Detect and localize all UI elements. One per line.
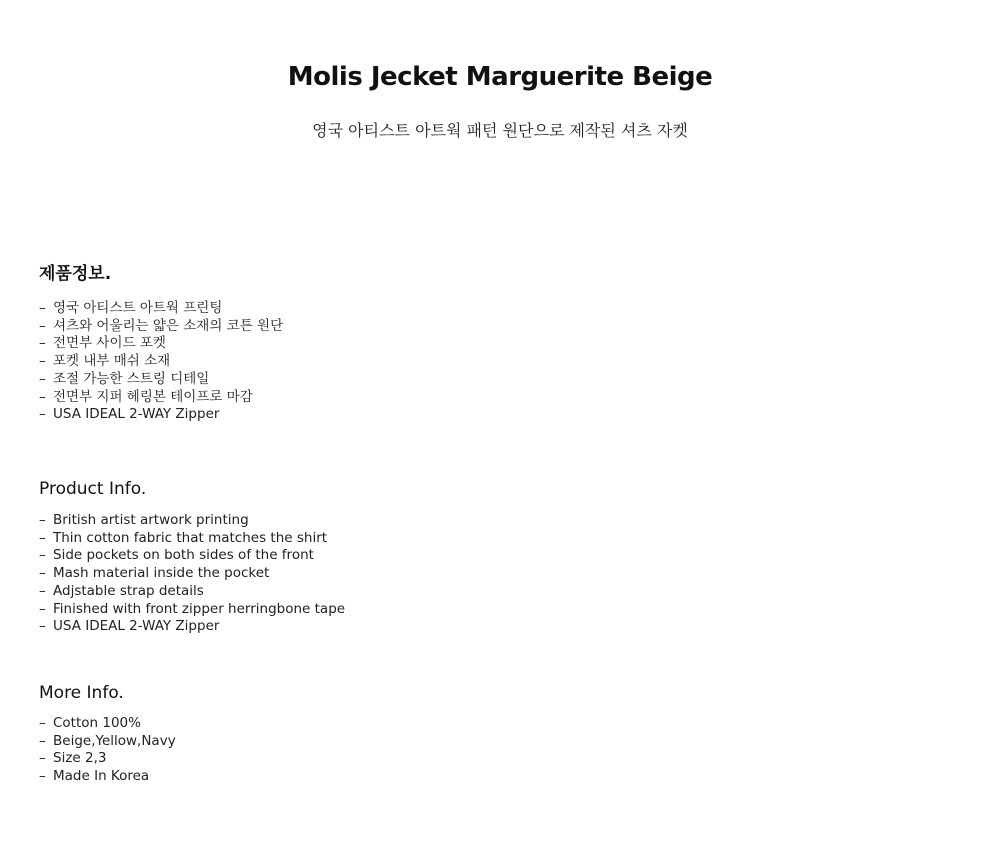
list-dash: – bbox=[39, 388, 46, 405]
list-item bbox=[39, 530, 739, 548]
list-item bbox=[39, 768, 739, 786]
list-item bbox=[39, 335, 739, 353]
list-dash: – bbox=[39, 335, 46, 352]
list-dash: – bbox=[39, 768, 46, 785]
section-more-info bbox=[39, 682, 739, 786]
list-dash: – bbox=[39, 406, 46, 423]
list-item-text: Adjstable strap details bbox=[53, 582, 204, 599]
list-dash: – bbox=[39, 732, 46, 749]
list-item bbox=[39, 583, 739, 601]
list-item bbox=[39, 389, 739, 407]
spec-list bbox=[39, 715, 739, 786]
list-item bbox=[39, 300, 739, 318]
section-product-info-english bbox=[39, 478, 739, 636]
list-item bbox=[39, 318, 739, 336]
section-heading: More Info. bbox=[39, 683, 124, 703]
list-item-text: 영국 아티스트 아트웍 프린팅 bbox=[53, 300, 223, 316]
list-item-text: 전면부 지퍼 헤링본 테이프로 마감 bbox=[53, 388, 253, 405]
list-dash: – bbox=[39, 582, 46, 599]
list-item-text: Size 2,3 bbox=[53, 750, 107, 767]
product-title: Molis Jecket Marguerite Beige bbox=[287, 62, 713, 92]
list-item-text: Beige,Yellow,Navy bbox=[53, 732, 176, 749]
list-item-text: Cotton 100% bbox=[53, 715, 141, 731]
list-item bbox=[39, 512, 739, 530]
section-heading: 제품정보. bbox=[39, 264, 112, 284]
list-item-text: Side pockets on both sides of the front bbox=[53, 547, 314, 564]
list-dash: – bbox=[39, 750, 46, 767]
list-item bbox=[39, 565, 739, 583]
list-dash: – bbox=[39, 300, 46, 316]
list-item-text: USA IDEAL 2-WAY Zipper bbox=[53, 406, 220, 423]
product-subtitle: 영국 아티스트 아트웍 패턴 원단으로 제작된 셔츠 자켓 bbox=[312, 121, 688, 140]
list-item-text: Mash material inside the pocket bbox=[53, 565, 270, 582]
list-dash: – bbox=[39, 600, 46, 617]
list-item bbox=[39, 750, 739, 768]
section-heading: Product Info. bbox=[39, 479, 147, 499]
list-item-text: Made In Korea bbox=[53, 768, 150, 785]
feature-list bbox=[39, 300, 739, 424]
list-dash: – bbox=[39, 547, 46, 564]
list-dash: – bbox=[39, 529, 46, 546]
section-product-info-korean bbox=[39, 263, 739, 424]
list-item-text: British artist artwork printing bbox=[53, 512, 249, 528]
list-dash: – bbox=[39, 618, 46, 635]
list-item-text: 셔츠와 어울리는 얇은 소재의 코튼 원단 bbox=[53, 317, 284, 334]
list-dash: – bbox=[39, 353, 46, 370]
list-dash: – bbox=[39, 715, 46, 731]
list-item-text: 조절 가능한 스트링 디테일 bbox=[53, 370, 210, 387]
list-item-text: Thin cotton fabric that matches the shirt bbox=[53, 529, 328, 546]
feature-list bbox=[39, 512, 739, 636]
list-item bbox=[39, 371, 739, 389]
list-item-text: USA IDEAL 2-WAY Zipper bbox=[53, 618, 220, 635]
list-dash: – bbox=[39, 370, 46, 387]
list-item bbox=[39, 715, 739, 733]
list-dash: – bbox=[39, 317, 46, 334]
list-item bbox=[39, 618, 739, 636]
list-item bbox=[39, 733, 739, 751]
list-item bbox=[39, 406, 739, 424]
list-item-text: Finished with front zipper herringbone tape bbox=[53, 600, 346, 617]
list-item bbox=[39, 353, 739, 371]
list-item bbox=[39, 601, 739, 619]
list-item-text: 전면부 사이드 포켓 bbox=[53, 335, 166, 352]
list-item bbox=[39, 547, 739, 565]
list-item-text: 포켓 내부 매쉬 소재 bbox=[53, 353, 171, 370]
list-dash: – bbox=[39, 565, 46, 582]
list-dash: – bbox=[39, 512, 46, 528]
